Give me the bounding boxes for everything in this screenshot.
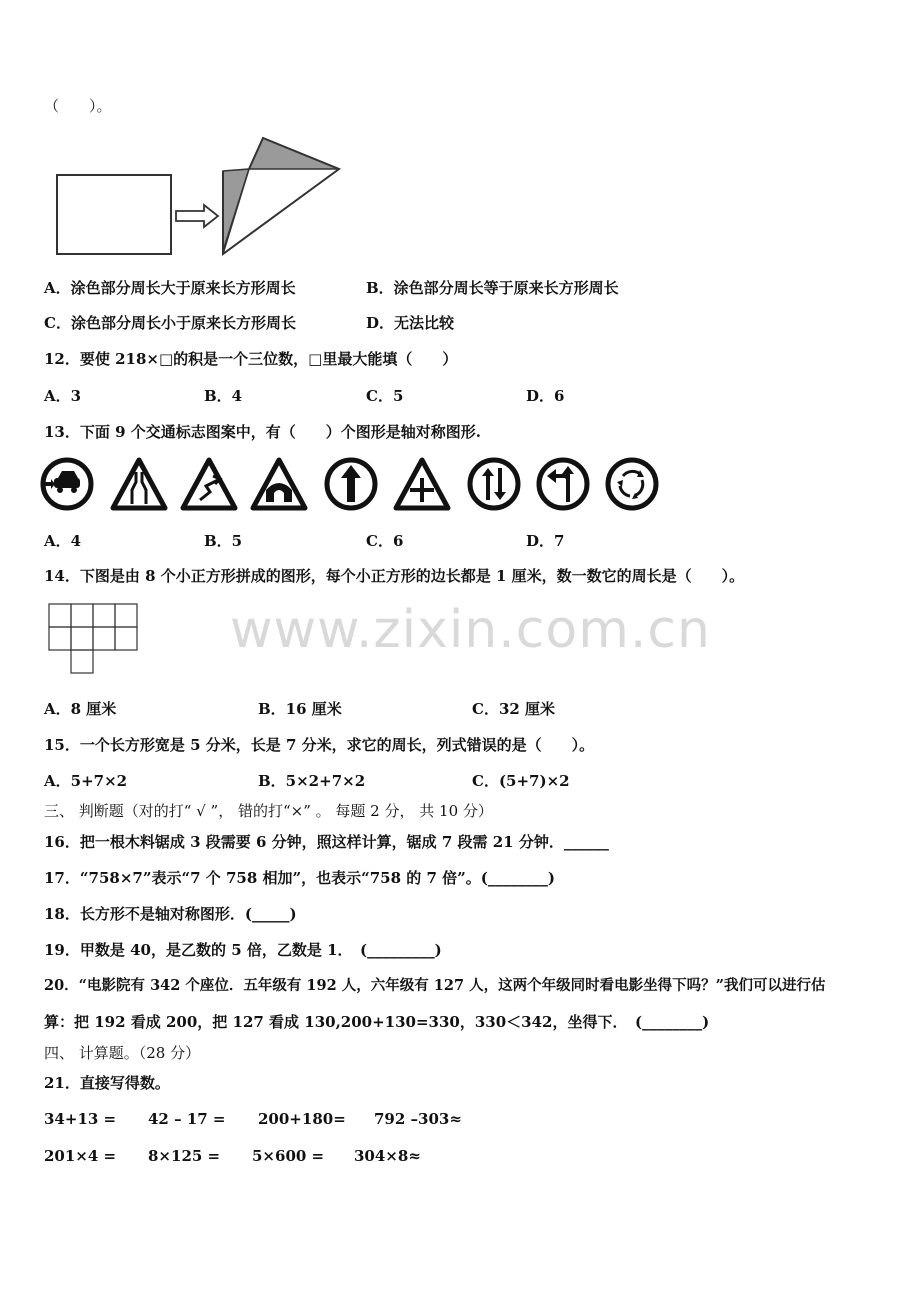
q11-option-d[interactable]: D．无法比较: [366, 314, 455, 332]
q14-grid-figure: [48, 603, 142, 677]
q11-option-c[interactable]: C．涂色部分周长小于原来长方形周长: [44, 314, 296, 332]
q13-option-c[interactable]: C．6: [366, 532, 404, 550]
q16-statement: 16．把一根木料锯成 3 段需要 6 分钟，照这样计算，锯成 7 段需 21 分钟．______: [44, 833, 609, 851]
q17-statement: 17．“758×7”表示“7 个 758 相加”，也表示“758 的 7 倍”。(________): [44, 869, 555, 887]
q12-option-b[interactable]: B．4: [204, 387, 243, 405]
q13-traffic-signs: [38, 456, 668, 514]
q13-option-b[interactable]: B．5: [204, 532, 243, 550]
q11-option-b[interactable]: B．涂色部分周长等于原来长方形周长: [366, 279, 619, 297]
q14-question: 14．下图是由 8 个小正方形拼成的图形，每个小正方形的边长都是 1 厘米，数一数它的周长是（ ）。: [44, 567, 745, 585]
q19-statement: 19．甲数是 40，是乙数的 5 倍，乙数是 1． (_________): [44, 941, 442, 959]
roundabout-sign-icon: [608, 460, 656, 508]
q21-item-8: 304×8≈: [354, 1147, 421, 1165]
tunnel-sign-icon: [253, 460, 305, 508]
q12-option-d[interactable]: D．6: [526, 387, 565, 405]
q11-figure: [50, 132, 350, 264]
q14-option-b[interactable]: B．16 厘米: [258, 700, 342, 718]
q21-item-1: 34+13 =: [44, 1110, 117, 1128]
q11-answer-blank: （ ）。: [44, 97, 112, 115]
q21-item-4: 792 –303≈: [374, 1110, 462, 1128]
q21-item-6: 8×125 =: [148, 1147, 221, 1165]
q14-option-a[interactable]: A．8 厘米: [44, 700, 117, 718]
narrow-road-sign-icon: [113, 460, 165, 508]
q15-option-b[interactable]: B．5×2+7×2: [258, 772, 366, 790]
q21-item-7: 5×600 =: [252, 1147, 325, 1165]
q12-option-a[interactable]: A．3: [44, 387, 82, 405]
q21-question: 21．直接写得数。: [44, 1074, 170, 1092]
q21-item-2: 42 – 17 =: [148, 1110, 226, 1128]
q13-option-a[interactable]: A．4: [44, 532, 82, 550]
winding-road-sign-icon: [183, 460, 235, 508]
q21-item-3: 200+180=: [258, 1110, 346, 1128]
q12-option-c[interactable]: C．5: [366, 387, 404, 405]
q14-option-c[interactable]: C．32 厘米: [472, 700, 556, 718]
q15-question: 15．一个长方形宽是 5 分米，长是 7 分米，求它的周长，列式错误的是（ ）。: [44, 736, 595, 754]
watermark: www.zixin.com.cn: [230, 600, 711, 660]
q13-question: 13．下面 9 个交通标志图案中，有（ ）个图形是轴对称图形.: [44, 423, 481, 441]
q18-statement: 18．长方形不是轴对称图形．(_____): [44, 905, 297, 923]
turn-left-or-straight-sign-icon: [539, 460, 587, 508]
q11-option-a[interactable]: A．涂色部分周长大于原来长方形周长: [44, 279, 296, 297]
q11-rectangle: [57, 175, 171, 254]
crossroad-sign-icon: [396, 460, 448, 508]
q11-folded-shape: [223, 138, 339, 254]
section-3-heading: 三、 判断题（对的打“ √ ”， 错的打“×” 。 每题 2 分， 共 10 分）: [44, 802, 493, 820]
q13-option-d[interactable]: D．7: [526, 532, 565, 550]
car-sign-icon: [43, 460, 91, 508]
section-4-heading: 四、 计算题。（28 分）: [44, 1044, 201, 1062]
q15-option-a[interactable]: A．5+7×2: [44, 772, 128, 790]
two-way-traffic-sign-icon: [470, 460, 518, 508]
q20-statement-line-2: 算：把 192 看成 200，把 127 看成 130,200+130=330，330＜342，坐得下． (________): [44, 1013, 710, 1031]
q11-arrow-icon: [176, 205, 218, 227]
straight-ahead-sign-icon: [327, 460, 375, 508]
q20-statement-line-1: 20．“电影院有 342 个座位．五年级有 192 人，六年级有 127 人，这两个年级同时看电影坐得下吗？”我们可以进行估: [44, 977, 826, 994]
q21-item-5: 201×4 =: [44, 1147, 117, 1165]
q12-question: 12．要使 218×□的积是一个三位数，□里最大能填（ ）: [44, 350, 458, 368]
q15-option-c[interactable]: C．(5+7)×2: [472, 772, 570, 790]
